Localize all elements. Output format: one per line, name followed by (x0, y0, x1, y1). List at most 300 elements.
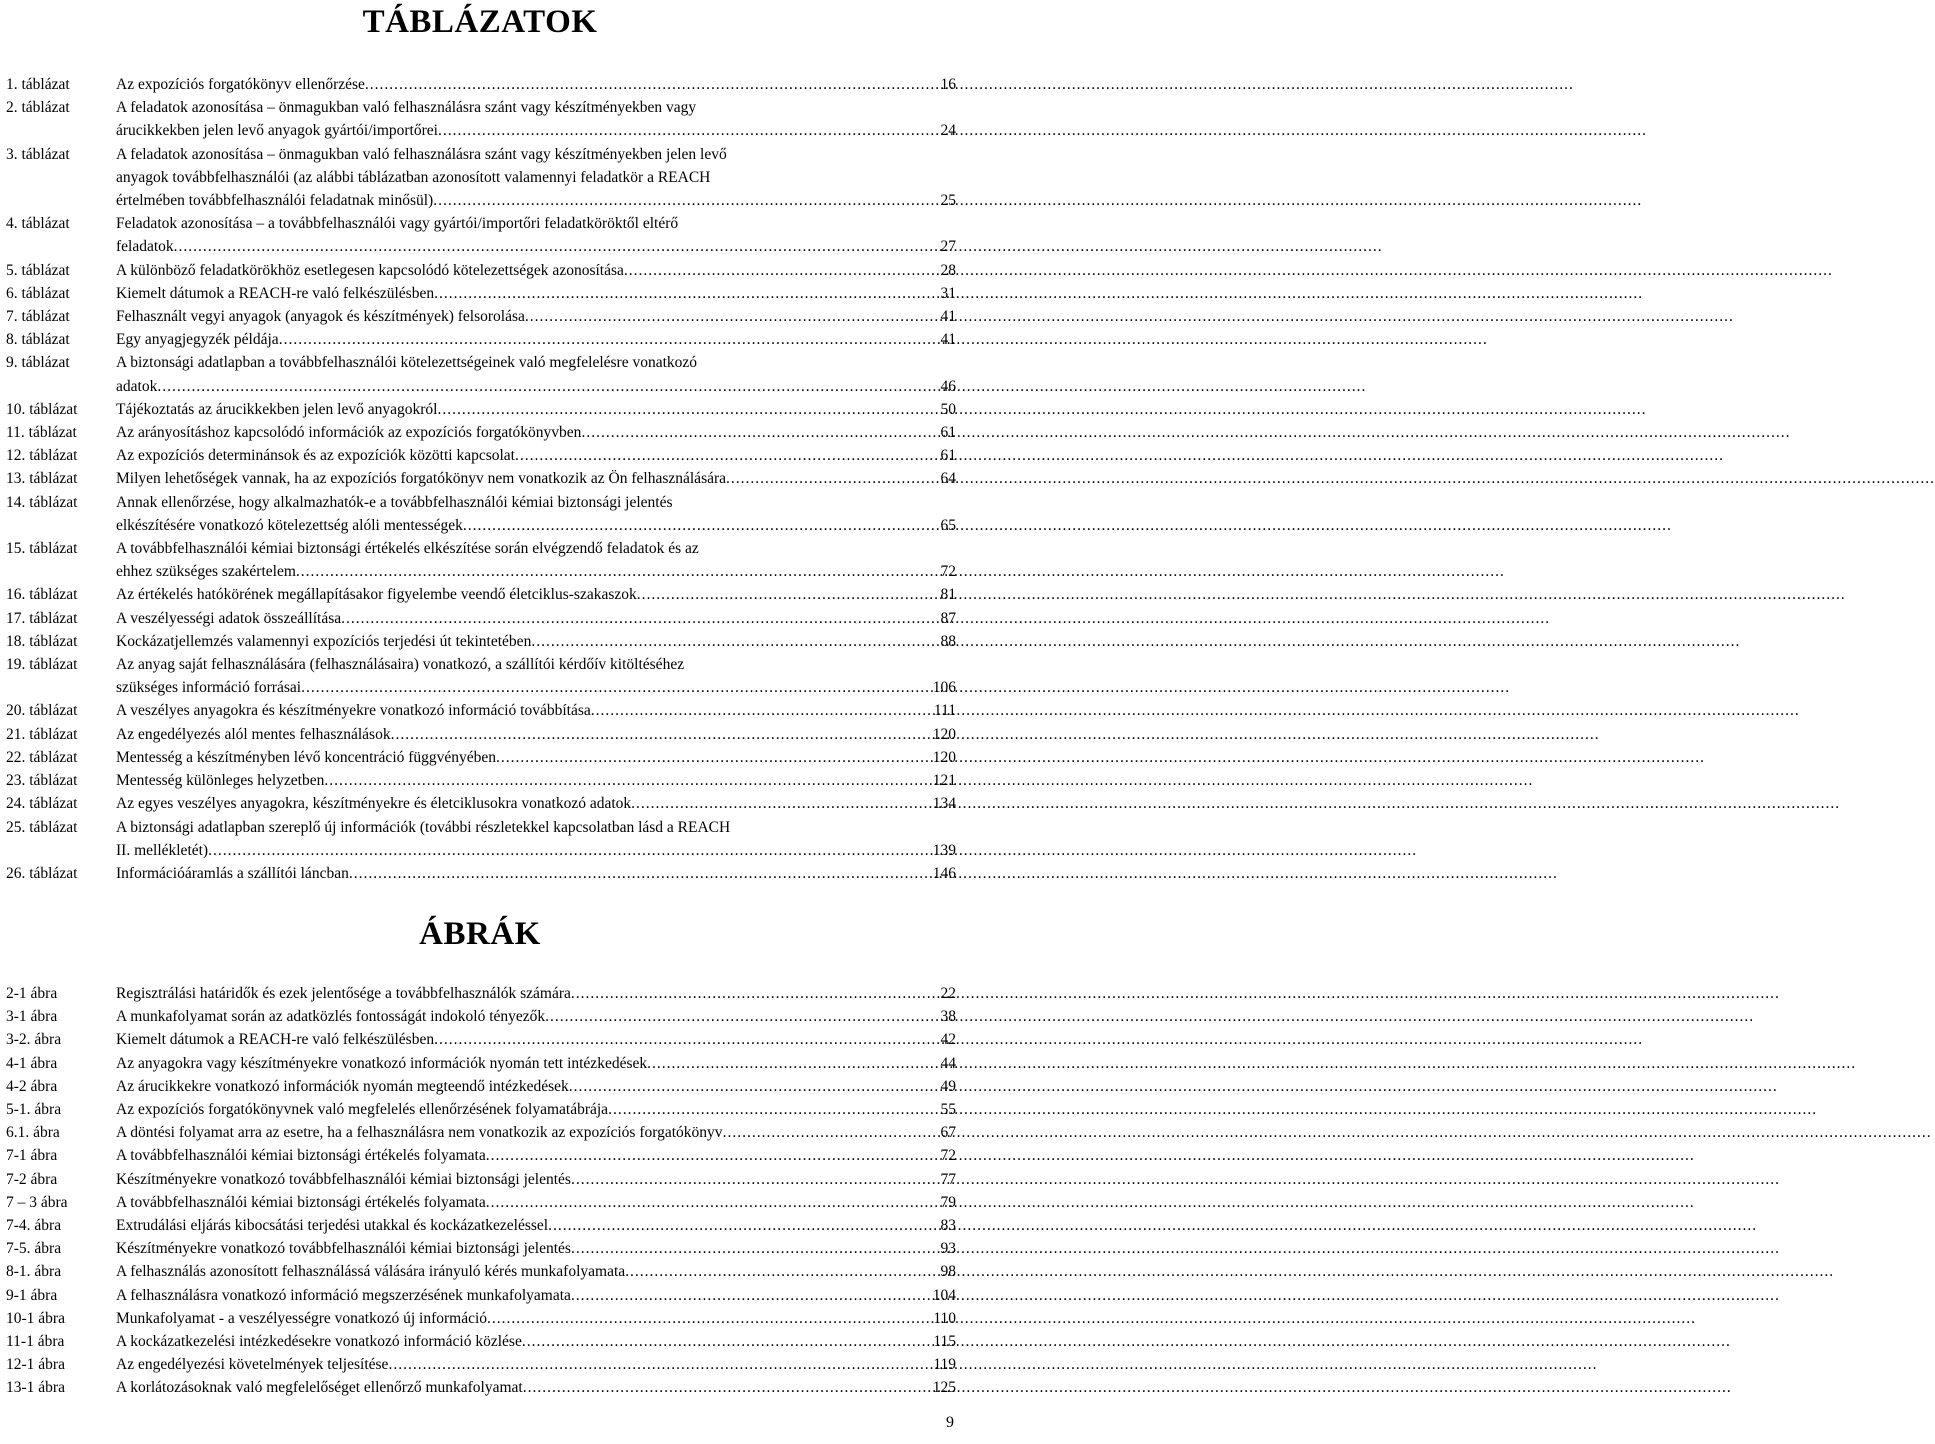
figure-entry[interactable] (6, 1121, 956, 1144)
table-number: 10. táblázat (6, 400, 78, 418)
table-page-number: 50 (940, 400, 956, 418)
dot-leader (391, 723, 931, 746)
figure-title-last-line (116, 1191, 956, 1214)
table-title (116, 73, 956, 96)
figure-number: 9-1 ábra (6, 1286, 58, 1304)
figure-title (116, 1353, 956, 1376)
table-title-last-line (116, 235, 956, 258)
table-title-line: Egy anyagjegyzék példája (116, 331, 279, 349)
figure-entry[interactable] (6, 1307, 956, 1330)
figure-page-number: 83 (940, 1217, 956, 1235)
dot-leader (434, 282, 938, 305)
table-page-number: 106 (932, 679, 956, 697)
table-number: 26. táblázat (6, 864, 78, 882)
table-entry[interactable] (6, 491, 956, 537)
dot-leader (571, 1284, 931, 1307)
table-title-last-line (116, 73, 956, 96)
table-title-line: adatok (116, 377, 158, 395)
dot-leader (545, 1005, 938, 1028)
dot-leader (349, 862, 931, 885)
table-title (116, 699, 956, 722)
table-title-line: Mentesség különleges helyzetben (116, 772, 325, 790)
figure-title-last-line (116, 1214, 956, 1237)
figure-number: 7 – 3 ábra (6, 1193, 68, 1211)
table-number: 14. táblázat (6, 493, 78, 511)
figure-title-last-line (116, 1005, 956, 1028)
table-title-last-line (116, 699, 956, 722)
figure-title-line: Munkafolyamat - a veszélyességre vonatkozó új információ (116, 1309, 488, 1327)
table-entry[interactable] (6, 746, 956, 769)
dot-leader (723, 1121, 939, 1144)
figure-entry[interactable] (6, 1191, 956, 1214)
table-page-number: 41 (940, 308, 956, 326)
table-entry[interactable] (6, 792, 956, 815)
dot-leader (487, 1307, 931, 1330)
table-title-line: Annak ellenőrzése, hogy alkalmazhatók-e a továbbfelhasználói kémiai biztonsági jelentés (116, 493, 673, 511)
table-number: 8. táblázat (6, 331, 70, 349)
table-entry[interactable] (6, 282, 956, 305)
table-title (116, 398, 956, 421)
dot-leader (571, 1237, 939, 1260)
table-page-number: 46 (940, 377, 956, 395)
figure-title-line: Extrudálási eljárás kibocsátási terjedési utakkal és kockázatkezeléssel (116, 1217, 549, 1235)
table-title-line: Információáramlás a szállítói láncban (116, 864, 349, 882)
figure-title (116, 1052, 956, 1075)
figure-page-number: 67 (940, 1124, 956, 1142)
figure-title-line: Az árucikkekre vonatkozó információk nyomán megteendő intézkedések (116, 1077, 569, 1095)
table-entry[interactable] (6, 537, 956, 583)
table-title (116, 630, 956, 653)
table-page-number: 16 (940, 76, 956, 93)
figure-title (116, 1121, 956, 1144)
table-title (116, 607, 956, 630)
figure-number: 4-1 ábra (6, 1054, 58, 1072)
table-page-number: 61 (940, 447, 956, 465)
figure-number: 7-1 ábra (6, 1147, 58, 1165)
dot-leader (157, 375, 938, 398)
figure-entry[interactable] (6, 982, 956, 1005)
table-entry[interactable] (6, 653, 956, 699)
table-number: 16. táblázat (6, 586, 78, 604)
figure-number: 12-1 ábra (6, 1356, 65, 1374)
table-title-last-line (116, 375, 956, 398)
figure-title-last-line (116, 1052, 956, 1075)
table-entry[interactable] (6, 259, 956, 282)
figure-title-line: Az expozíciós forgatókönyvnek való megfelelés ellenőrzésének folyamatábrája (116, 1101, 609, 1119)
figure-title-last-line (116, 1075, 956, 1098)
dot-leader (515, 444, 939, 467)
table-page-number: 121 (932, 772, 956, 790)
dot-leader (608, 1098, 938, 1121)
table-title (116, 816, 956, 862)
table-title-line: Felhasznált vegyi anyagok (anyagok és készítmények) felsorolása (116, 308, 525, 326)
table-number: 1. táblázat (6, 76, 70, 93)
table-title-line: Az expozíciós determinánsok és az expozíciók közötti kapcsolat (116, 447, 515, 465)
dot-leader (341, 607, 938, 630)
tables-heading: TÁBLÁZATOK (362, 4, 598, 40)
figure-entry[interactable] (6, 1237, 956, 1260)
table-title-last-line (116, 398, 956, 421)
table-title-last-line (116, 467, 956, 490)
table-title (116, 212, 956, 258)
table-number: 15. táblázat (6, 540, 78, 558)
figure-title-line: A felhasználásra vonatkozó információ megszerzésének munkafolyamata (116, 1286, 571, 1304)
table-title-last-line (116, 746, 956, 769)
table-title (116, 769, 956, 792)
table-title-line: Tájékoztatás az árucikkekben jelen levő anyagokról (116, 400, 438, 418)
figure-number: 5-1. ábra (6, 1101, 62, 1119)
table-title-line: Az értékelés hatókörének megállapításakor figyelembe veendő életciklus-szakaszok (116, 586, 637, 604)
table-title (116, 792, 956, 815)
dot-leader (637, 583, 939, 606)
figure-entry[interactable] (6, 1330, 956, 1353)
figure-title (116, 1260, 956, 1283)
table-title-line: Az egyes veszélyes anyagokra, készítményekre és életciklusokra vonatkozó adatok (116, 795, 632, 813)
figure-title-last-line (116, 1098, 956, 1121)
table-number: 17. táblázat (6, 609, 78, 627)
table-entry[interactable] (6, 398, 956, 421)
table-number: 23. táblázat (6, 772, 78, 790)
figure-title-line: Az engedélyezési követelmények teljesítése (116, 1356, 389, 1374)
table-entry[interactable] (6, 328, 956, 351)
figure-number: 10-1 ábra (6, 1309, 65, 1327)
figure-page-number: 119 (933, 1356, 956, 1374)
table-title-last-line (116, 723, 956, 746)
figure-entry[interactable] (6, 1260, 956, 1283)
figure-page-number: 55 (940, 1101, 956, 1119)
dot-leader (208, 839, 931, 862)
table-title-last-line (116, 305, 956, 328)
figure-title-line: Kiemelt dátumok a REACH-re való felkészülésben (116, 1031, 435, 1049)
table-title (116, 305, 956, 328)
table-title-line: Milyen lehetőségek vannak, ha az expozíciós forgatókönyv nem vonatkozik az Ön felhasználására (116, 470, 727, 488)
table-entry[interactable] (6, 816, 956, 862)
figure-title-last-line (116, 1121, 956, 1144)
table-page-number: 41 (940, 331, 956, 349)
figure-title-last-line (116, 1307, 956, 1330)
table-title (116, 746, 956, 769)
table-title-line: A feladatok azonosítása – önmagukban való felhasználásra szánt vagy készítményekben vagy (116, 99, 697, 117)
dot-leader (581, 421, 938, 444)
table-title-last-line (116, 839, 956, 862)
table-page-number: 61 (940, 424, 956, 442)
figure-number: 7-2 ábra (6, 1170, 58, 1188)
figure-title (116, 982, 956, 1005)
table-title-line: szükséges információ forrásai (116, 679, 302, 697)
figure-title-line: A továbbfelhasználói kémiai biztonsági értékelés folyamata (116, 1193, 486, 1211)
tables-list (6, 73, 956, 885)
table-entry[interactable] (6, 630, 956, 653)
table-page-number: 65 (940, 516, 956, 534)
figure-entry[interactable] (6, 1028, 956, 1051)
table-title-line: A veszélyes anyagokra és készítményekre vonatkozó információ továbbítása (116, 702, 591, 720)
figure-title-last-line (116, 1168, 956, 1191)
table-title (116, 143, 956, 213)
table-page-number: 24 (940, 122, 956, 140)
table-title-line: ehhez szükséges szakértelem (116, 563, 296, 581)
table-entry[interactable] (6, 212, 956, 258)
page-number: 9 (946, 1414, 954, 1431)
figures-heading: ÁBRÁK (419, 916, 541, 952)
table-title-line: A veszélyességi adatok összeállítása (116, 609, 342, 627)
figure-entry[interactable] (6, 1098, 956, 1121)
figure-page-number: 49 (940, 1077, 956, 1095)
dot-leader (437, 398, 938, 421)
figure-entry[interactable] (6, 1353, 956, 1376)
table-number: 19. táblázat (6, 656, 78, 674)
table-title-line: Az expozíciós forgatókönyv ellenőrzése (116, 76, 365, 93)
table-title-last-line (116, 282, 956, 305)
dot-leader (433, 189, 938, 212)
dot-leader (388, 1353, 931, 1376)
table-title-line: Az anyag saját felhasználására (felhasználásaira) vonatkozó, a szállítói kérdőív kitöltéséhez (116, 656, 685, 674)
table-entry[interactable] (6, 583, 956, 606)
figure-title (116, 1028, 956, 1051)
table-number: 22. táblázat (6, 748, 78, 766)
table-page-number: 31 (940, 284, 956, 302)
figure-title-line: A felhasználás azonosított felhasználássá válására irányuló kérés munkafolyamata (116, 1263, 626, 1281)
dot-leader (438, 119, 939, 142)
table-number: 9. táblázat (6, 354, 70, 372)
dot-leader (548, 1214, 938, 1237)
table-title-line: Feladatok azonosítása – a továbbfelhasználói vagy gyártói/importőri feladatköröktől eltérő (116, 215, 679, 233)
table-number: 21. táblázat (6, 725, 78, 743)
table-page-number: 111 (933, 702, 956, 720)
figure-title-line: A kockázatkezelési intézkedésekre vonatkozó információ közlése (116, 1333, 522, 1351)
figure-title-line: A döntési folyamat arra az esetre, ha a felhasználásra nem vonatkozik az expozíciós forgatókönyv (116, 1124, 723, 1142)
figure-entry[interactable] (6, 1376, 956, 1399)
figure-entry[interactable] (6, 1214, 956, 1237)
dot-leader (647, 1052, 938, 1075)
dot-leader (523, 1376, 931, 1399)
table-page-number: 28 (940, 261, 956, 279)
table-entry[interactable] (6, 723, 956, 746)
table-title-last-line (116, 630, 956, 653)
table-title (116, 583, 956, 606)
figure-title-line: A továbbfelhasználói kémiai biztonsági értékelés folyamata (116, 1147, 486, 1165)
table-number: 18. táblázat (6, 632, 78, 650)
figure-title (116, 1144, 956, 1167)
figure-page-number: 125 (932, 1379, 956, 1397)
table-entry[interactable] (6, 421, 956, 444)
table-title-last-line (116, 607, 956, 630)
table-title-line: II. mellékletét) (116, 841, 209, 859)
figure-page-number: 72 (940, 1147, 956, 1165)
table-title (116, 723, 956, 746)
figure-number: 7-4. ábra (6, 1217, 62, 1235)
table-title (116, 537, 956, 583)
table-title (116, 282, 956, 305)
figure-title (116, 1075, 956, 1098)
table-title (116, 328, 956, 351)
table-title-line: feladatok (116, 238, 174, 256)
table-page-number: 139 (932, 841, 956, 859)
table-entry[interactable] (6, 96, 956, 142)
table-title (116, 421, 956, 444)
table-title-last-line (116, 514, 956, 537)
table-title-line: Az arányosításhoz kapcsolódó információk az expozíciós forgatókönyvben (116, 424, 582, 442)
dot-leader (571, 982, 939, 1005)
dot-leader (365, 73, 939, 96)
table-title-line: Az engedélyezés alól mentes felhasználások (116, 725, 391, 743)
figure-entry[interactable] (6, 1075, 956, 1098)
table-entry[interactable] (6, 351, 956, 397)
figure-title (116, 1307, 956, 1330)
table-title-line: A különböző feladatkörökhöz esetlegesen kapcsolódó kötelezettségek azonosítása (116, 261, 624, 279)
table-entry[interactable] (6, 699, 956, 722)
table-title (116, 444, 956, 467)
dot-leader (486, 1144, 939, 1167)
table-page-number: 72 (940, 563, 956, 581)
figure-number: 2-1 ábra (6, 985, 58, 1002)
table-page-number: 88 (940, 632, 956, 650)
table-number: 11. táblázat (6, 424, 77, 442)
table-title-last-line (116, 421, 956, 444)
table-title-last-line (116, 769, 956, 792)
dot-leader (624, 259, 939, 282)
table-title (116, 467, 956, 490)
figure-page-number: 93 (940, 1240, 956, 1258)
figure-entry[interactable] (6, 1144, 956, 1167)
table-title-line: A biztonsági adatlapban szereplő új információk (további részletekkel kapcsolatban lásd a REACH (116, 818, 731, 836)
table-entry[interactable] (6, 305, 956, 328)
table-title (116, 491, 956, 537)
dot-leader (324, 769, 930, 792)
dot-leader (522, 1330, 931, 1353)
figure-title (116, 1237, 956, 1260)
table-entry[interactable] (6, 862, 956, 885)
table-number: 5. táblázat (6, 261, 70, 279)
document-page (0, 0, 960, 1444)
table-title-last-line (116, 676, 956, 699)
figure-number: 6.1. ábra (6, 1124, 60, 1142)
dot-leader (569, 1075, 939, 1098)
dot-leader (174, 235, 939, 258)
table-title-last-line (116, 259, 956, 282)
dot-leader (591, 699, 932, 722)
table-title-last-line (116, 792, 956, 815)
table-title-line: anyagok továbbfelhasználói (az alábbi táblázatban azonosított valamennyi feladatkör a REACH (116, 168, 711, 186)
table-title-line: Kockázatjellemzés valamennyi expozíciós terjedési út tekintetében (116, 632, 532, 650)
table-page-number: 120 (932, 725, 956, 743)
figure-title-line: Az anyagokra vagy készítményekre vonatkozó információk nyomán tett intézkedések (116, 1054, 648, 1072)
table-number: 24. táblázat (6, 795, 78, 813)
figure-title-line: Készítményekre vonatkozó továbbfelhasználói kémiai biztonsági jelentés (116, 1170, 571, 1188)
figure-title-last-line (116, 1144, 956, 1167)
table-page-number: 64 (940, 470, 956, 488)
dot-leader (631, 792, 931, 815)
table-entry[interactable] (6, 143, 956, 213)
table-number: 4. táblázat (6, 215, 70, 233)
table-title (116, 653, 956, 699)
table-number: 25. táblázat (6, 818, 78, 836)
figure-page-number: 44 (940, 1054, 956, 1072)
table-title-line: árucikkekben jelen levő anyagok gyártói/importőrei (116, 122, 438, 140)
figure-page-number: 22 (940, 985, 956, 1002)
figure-entry[interactable] (6, 1168, 956, 1191)
figure-page-number: 79 (940, 1193, 956, 1211)
table-title-line: elkészítésére vonatkozó kötelezettség alóli mentességek (116, 516, 463, 534)
dot-leader (496, 746, 931, 769)
figure-title-last-line (116, 1376, 956, 1399)
figure-title-last-line (116, 1353, 956, 1376)
figure-number: 3-1 ábra (6, 1008, 58, 1026)
table-entry[interactable] (6, 607, 956, 630)
dot-leader (625, 1260, 938, 1283)
table-number: 6. táblázat (6, 284, 70, 302)
dot-leader (571, 1168, 939, 1191)
dot-leader (726, 467, 938, 490)
figure-page-number: 42 (940, 1031, 956, 1049)
figure-title-line: A munkafolyamat során az adatközlés fontosságát indokoló tényezők (116, 1008, 546, 1026)
dot-leader (279, 328, 939, 351)
figure-entry[interactable] (6, 1052, 956, 1075)
table-page-number: 146 (932, 864, 956, 882)
figure-number: 3-2. ábra (6, 1031, 62, 1049)
table-page-number: 25 (940, 192, 956, 210)
table-title-last-line (116, 862, 956, 885)
dot-leader (296, 560, 939, 583)
figure-title (116, 1191, 956, 1214)
table-title-last-line (116, 189, 956, 212)
table-title-last-line (116, 119, 956, 142)
table-page-number: 120 (932, 748, 956, 766)
table-page-number: 81 (940, 586, 956, 604)
table-title-line: A biztonsági adatlapban a továbbfelhasználói kötelezettségeinek való megfelelésre vonatkozó (116, 354, 698, 372)
figure-title-last-line (116, 1260, 956, 1283)
figure-title-line: Készítményekre vonatkozó továbbfelhasználói kémiai biztonsági jelentés (116, 1240, 571, 1258)
figure-entry[interactable] (6, 1005, 956, 1028)
table-title-last-line (116, 583, 956, 606)
table-title (116, 96, 956, 142)
table-number: 7. táblázat (6, 308, 70, 326)
dot-leader (301, 676, 931, 699)
table-title-line: Kiemelt dátumok a REACH-re való felkészülésben (116, 284, 435, 302)
figure-title (116, 1168, 956, 1191)
dot-leader (434, 1028, 938, 1051)
figure-title-last-line (116, 1237, 956, 1260)
figure-title (116, 1376, 956, 1399)
table-entry[interactable] (6, 467, 956, 490)
table-page-number: 27 (940, 238, 956, 256)
figure-number: 11-1 ábra (6, 1333, 65, 1351)
table-title-last-line (116, 444, 956, 467)
dot-leader (531, 630, 938, 653)
table-number: 12. táblázat (6, 447, 78, 465)
figure-page-number: 98 (940, 1263, 956, 1281)
figure-title (116, 1098, 956, 1121)
figure-page-number: 38 (940, 1008, 956, 1026)
table-title (116, 862, 956, 885)
figure-number: 13-1 ábra (6, 1379, 65, 1397)
table-title (116, 351, 956, 397)
figure-title (116, 1330, 956, 1353)
table-page-number: 134 (932, 795, 956, 813)
figure-title-last-line (116, 1284, 956, 1307)
table-title-line: A továbbfelhasználói kémiai biztonsági értékelés elkészítése során elvégzendő feladatok és az (116, 540, 699, 558)
table-title-last-line (116, 328, 956, 351)
figures-list (6, 982, 956, 1400)
table-number: 20. táblázat (6, 702, 78, 720)
table-entry[interactable] (6, 769, 956, 792)
figure-entry[interactable] (6, 1284, 956, 1307)
table-entry[interactable] (6, 444, 956, 467)
figure-title-last-line (116, 982, 956, 1005)
table-entry[interactable] (6, 73, 956, 96)
figure-title (116, 1284, 956, 1307)
table-page-number: 87 (940, 609, 956, 627)
table-title-line: A feladatok azonosítása – önmagukban való felhasználásra szánt vagy készítményekben jelen levő (116, 145, 727, 163)
